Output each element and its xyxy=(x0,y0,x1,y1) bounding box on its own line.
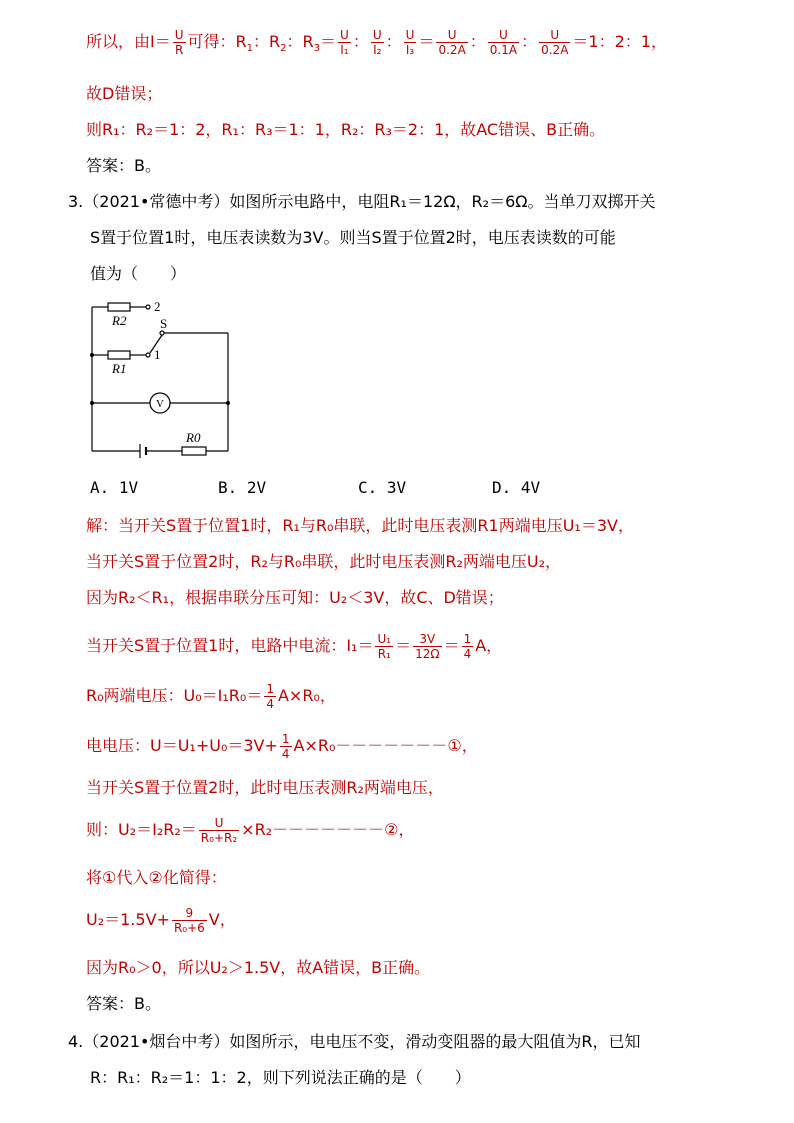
text: 则：U₂＝I₂R₂＝ xyxy=(86,820,197,839)
text: ＝ xyxy=(418,32,435,51)
q3-answer: 答案：B。 xyxy=(86,994,161,1013)
label-r0: R0 xyxy=(186,430,201,445)
fraction: $\frac{1}{4}$ xyxy=(463,632,472,661)
fraction: $\frac{1}{4}$ xyxy=(266,682,274,711)
q2-ratio-line: 所以，由I＝ $\frac{U}{R}$ 可得：$R_1$：$R_2$：$R_3=$ $\frac{U}{\text{I₁}}$ ： $\frac{U}{\text{I₂}}$ ： $\frac{U}{\text{I₃}}$ ＝ $\frac{U}{0.2A}$ ： $\frac{U}{0.1A}$ ： $\frac{U}{0.2A}$ ＝1：2：1， xyxy=(86,28,667,57)
q3-circuit-diagram xyxy=(80,295,250,470)
label-pos2: 2 xyxy=(154,299,161,314)
resistor-r0 xyxy=(182,447,206,455)
q3-solution-7: 当开关S置于位置2时，此时电压表测R₂两端电压， xyxy=(86,778,444,797)
fraction: $\frac{1}{4}$ xyxy=(281,732,290,761)
text: A×R₀， xyxy=(277,686,336,705)
fraction: $\frac{3V}{12\Omega}$ xyxy=(415,632,440,661)
fraction: $\frac{U}{\text{I₃}}$ xyxy=(405,28,415,57)
text: ＝1：2：1， xyxy=(572,32,667,51)
q3-stem-line1: 3.（2021•常德中考）如图所示电路中，电阻R₁＝12Ω，R₂＝6Ω。当单刀双掷开关 xyxy=(68,192,656,211)
fraction: $\frac{9}{\text{R₀+6}}$ xyxy=(173,906,205,935)
q3-option-a[interactable]: A. 1V xyxy=(90,478,139,497)
resistor-r1 xyxy=(108,351,130,359)
fraction-u-over-r: $\frac{U}{R}$ xyxy=(174,28,184,57)
q3-option-b[interactable]: B. 2V xyxy=(218,478,267,497)
q3-solution-5 xyxy=(86,682,336,711)
q2-answer: 答案：B。 xyxy=(86,156,161,175)
label-r1: R1 xyxy=(112,361,127,376)
text: 所以，由I＝ xyxy=(86,32,171,51)
q3-option-d[interactable]: D. 4V xyxy=(492,478,541,497)
q3-solution-3: 因为R₂＜R₁，根据串联分压可知：U₂＜3V，故C、D错误； xyxy=(86,588,504,607)
fraction: $\frac{U}{\text{R₀+R₂}}$ xyxy=(200,816,238,845)
fraction: $\frac{U}{0.2A}$ xyxy=(541,28,569,57)
q3-solution-10 xyxy=(86,906,236,935)
text: 可得：R xyxy=(187,32,247,51)
resistor-r2 xyxy=(108,303,130,311)
text: V， xyxy=(208,910,236,929)
label-r2: R2 xyxy=(112,313,127,328)
q4-stem-line2: R：R₁：R₂＝1：1：2，则下列说法正确的是（ ） xyxy=(90,1068,471,1087)
q3-solution-4: 当开关S置于位置1时，电路中电流：I₁＝ $\frac{\text{U₁}}{\text{R₁}}$ ＝ $\frac{3V}{12\Omega}$ ＝ $\frac{1}{4}$ A， xyxy=(86,632,503,661)
q3-stem-line2: S置于位置1时，电压表读数为3V。则当S置于位置2时，电压表读数的可能 xyxy=(90,228,616,247)
label-v: V xyxy=(156,398,164,410)
text: 当开关S置于位置1时，电路中电流：I₁＝ xyxy=(86,636,374,655)
fraction: $\frac{\text{U₁}}{\text{R₁}}$ xyxy=(377,632,392,661)
fraction: $\frac{U}{0.1A}$ xyxy=(489,28,518,57)
text: U₂＝1.5V+ xyxy=(86,910,170,929)
text: A×R₀－－－－－－－①， xyxy=(293,736,478,755)
q3-solution-1: 解：当开关S置于位置1时，R₁与R₀串联，此时电压表测R1两端电压U₁＝3V， xyxy=(86,516,634,535)
fraction: $\frac{U}{\text{I₁}}$ xyxy=(340,28,349,57)
q3-option-c[interactable]: C. 3V xyxy=(358,478,407,497)
q4-stem-line1: 4.（2021•烟台中考）如图所示，电电压不变，滑动变阻器的最大阻值为R，已知 xyxy=(68,1032,641,1051)
label-s: S xyxy=(160,316,168,331)
fraction: $\frac{U}{0.2A}$ xyxy=(438,28,466,57)
text: ：R xyxy=(286,32,314,51)
fraction: $\frac{U}{\text{I₂}}$ xyxy=(372,28,382,57)
q3-solution-2: 当开关S置于位置2时，R₂与R₀串联，此时电压表测R₂两端电压U₂， xyxy=(86,552,562,571)
text: 电电压：U＝U₁+U₀＝3V+ xyxy=(86,736,278,755)
q3-solution-8 xyxy=(86,816,414,845)
q2-conclusion: 则R₁：R₂＝1：2，R₁：R₃＝1：1，R₂：R₃＝2：1，故AC错误、B正确。 xyxy=(86,120,606,139)
q2-line-d-wrong: 故D错误； xyxy=(86,84,163,103)
q3-solution-9: 将①代入②化简得： xyxy=(86,868,227,887)
text: ：R xyxy=(253,32,281,51)
text: ＝ xyxy=(320,32,337,51)
q3-solution-11: 因为R₀＞0，所以U₂＞1.5V，故A错误，B正确。 xyxy=(86,958,431,977)
text: R₀两端电压：U₀＝I₁R₀＝ xyxy=(86,686,263,705)
q3-stem-line3: 值为（ ） xyxy=(90,264,187,283)
q3-solution-6 xyxy=(86,732,478,761)
text: A， xyxy=(475,636,503,655)
text: ×R₂－－－－－－－②， xyxy=(241,820,415,839)
label-pos1: 1 xyxy=(154,347,161,362)
